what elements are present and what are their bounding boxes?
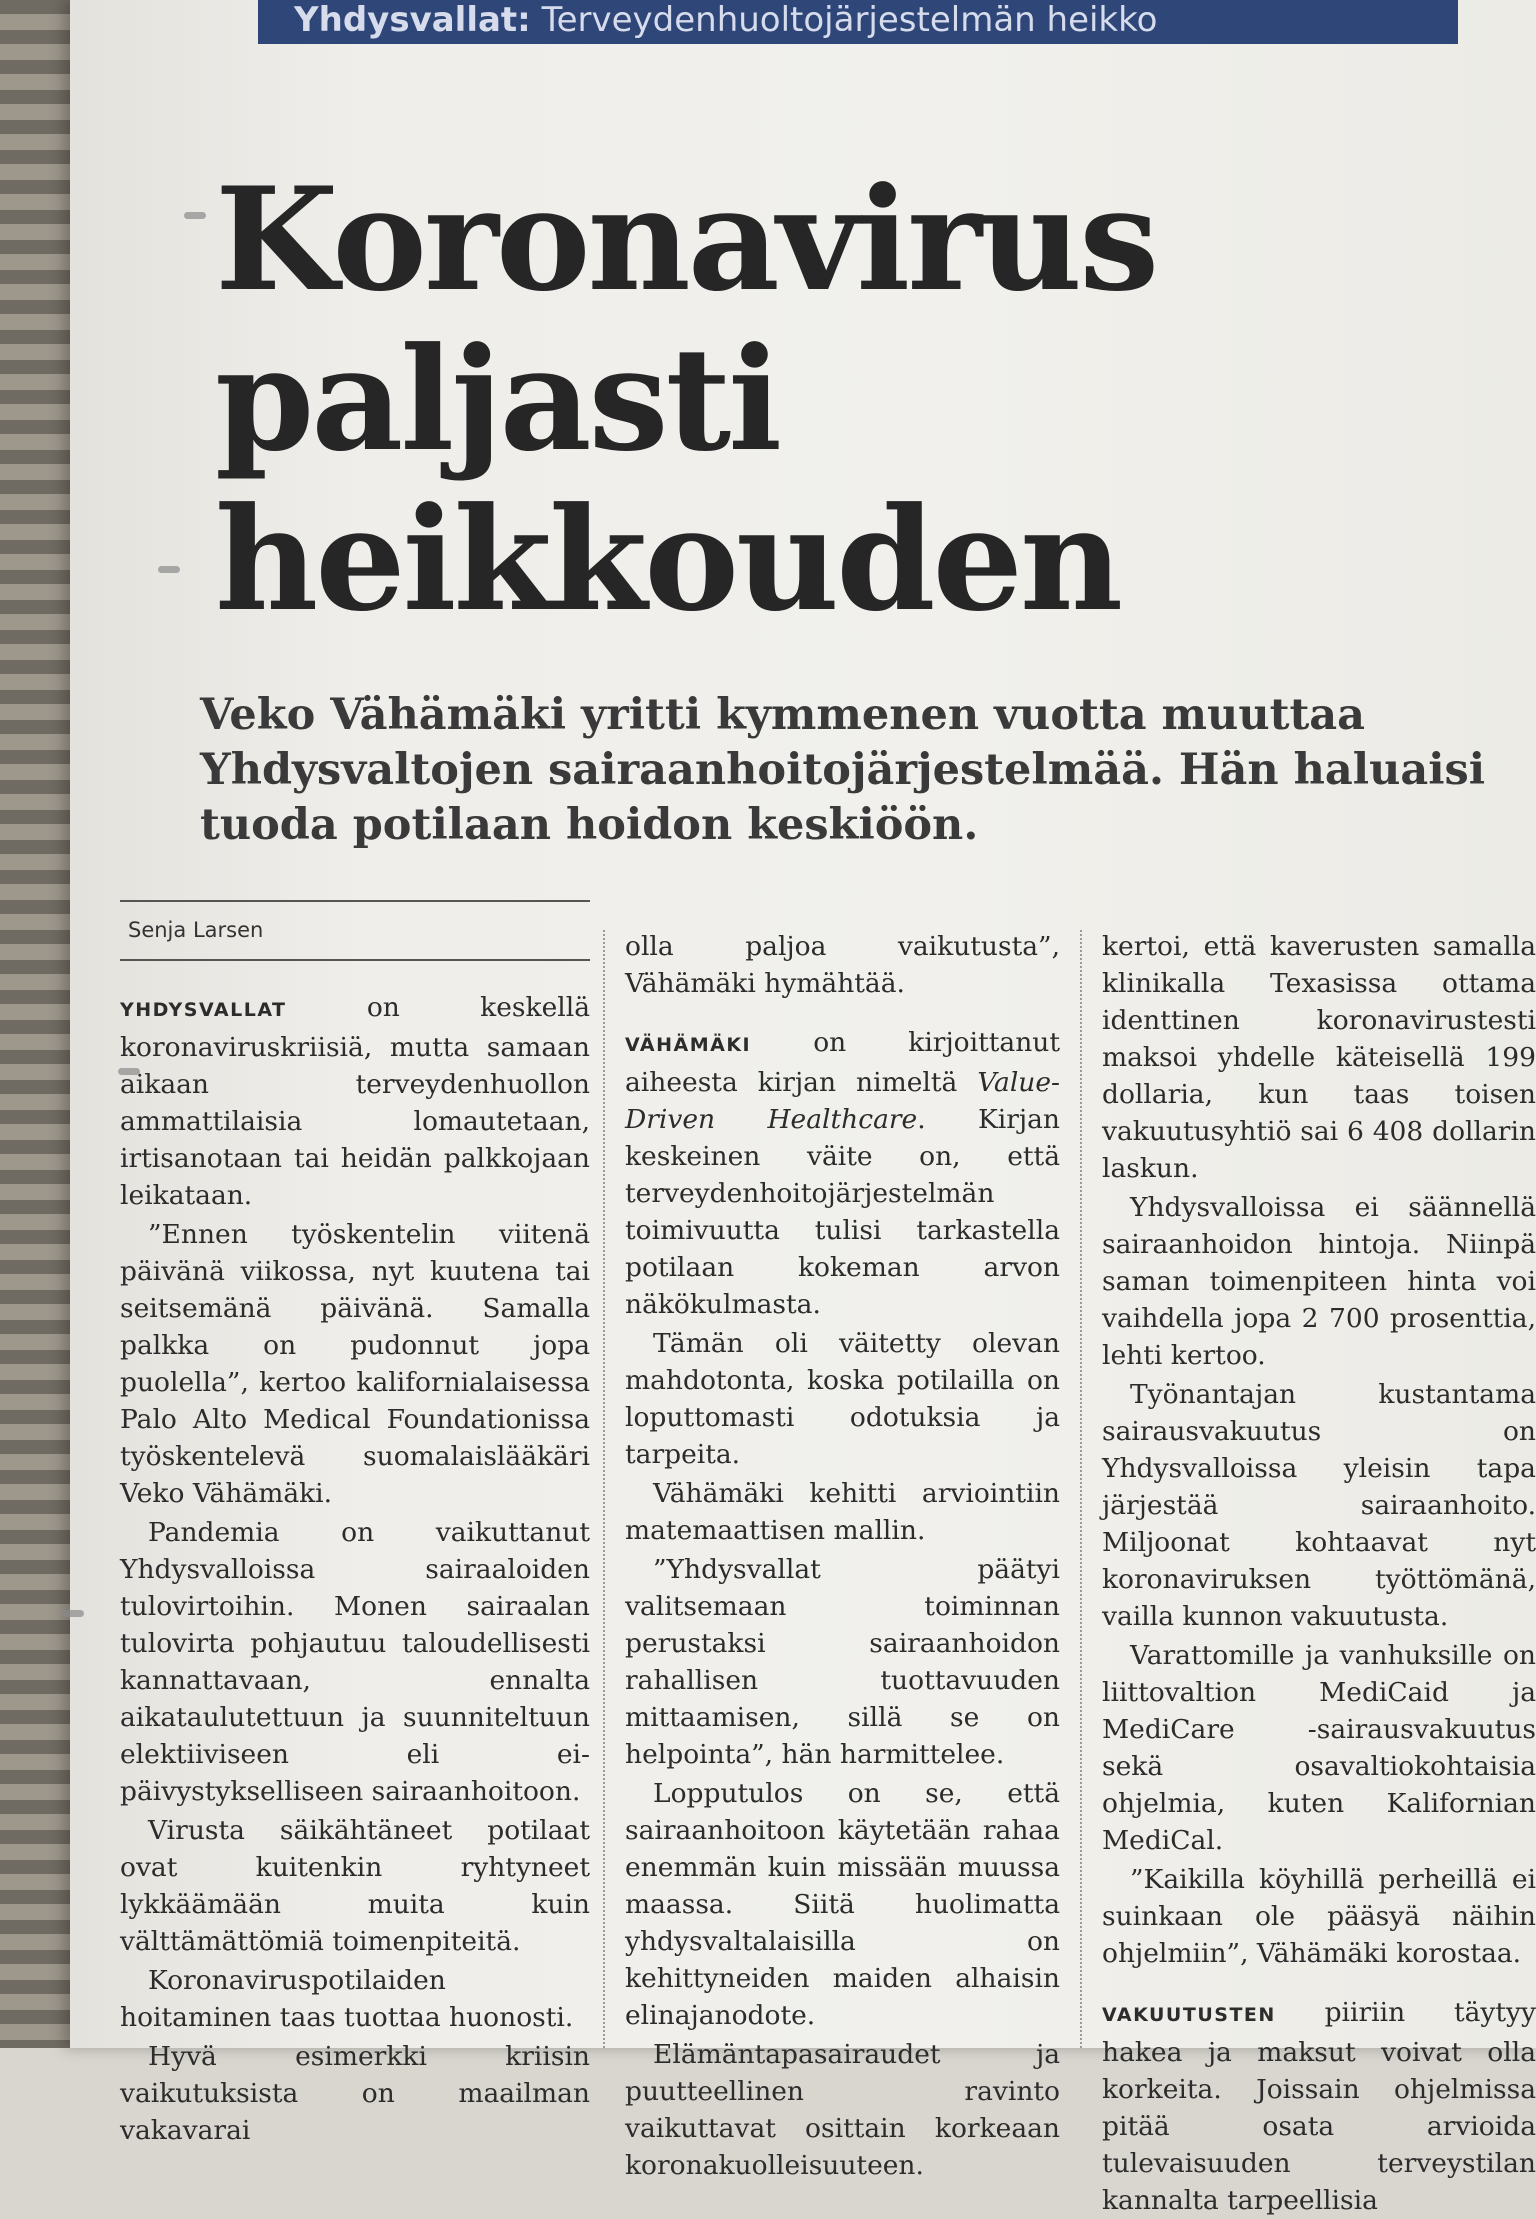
staple-mark [158,566,180,573]
column-divider [1080,930,1082,2048]
byline-box [120,900,590,961]
headline [215,157,1215,643]
book-title: Value-Driven Healthcare [625,1067,1060,1135]
headline-line: paljasti [215,317,780,483]
byline-rule [120,959,590,961]
column-divider [603,930,605,2048]
paragraph [120,989,590,1214]
paragraph-text: . Kirjan keskeinen väite on, että terveydenhoitojärjestelmän toimivuutta tulisi tarkastella potilaan kokeman arvon näkökulmasta. [625,1104,1060,1320]
section-bar [258,0,1458,44]
paragraph: Virusta säikähtäneet potilaat ovat kuitenkin ryhtyneet lykkäämään muita kuin välttämättömiä toimenpiteitä. [120,1815,590,1957]
paragraph: ”Kaikilla köyhillä perheillä ei suinkaan ole pääsyä näihin ohjelmiin”, Vähämäki korostaa. [1102,1864,1536,1969]
section-text: Terveydenhuoltojärjestelmän heikko [541,0,1158,40]
article-column-3 [1102,928,1536,2219]
paragraph: Hyvä esimerkki kriisin vaikutuksista on maailman vakavarai [120,2041,590,2146]
paragraph: ”Yhdysvallat päätyi valitsemaan toiminnan perustaksi sairaanhoidon rahallisen tuottavuuden mittaamisen, sillä se on helpointa”, hän harmittelee. [625,1554,1060,1770]
paragraph: Varattomille ja vanhuksille on liittovaltion MediCaid ja MediCare -sairausvakuutus sekä osavaltiokohtaisia ohjelmia, kuten Kalifornian MediCal. [1102,1640,1536,1856]
paragraph: ”Ennen työskentelin viitenä päivänä viikossa, nyt kuutena tai seitsemänä päivänä. Samalla palkka on pudonnut jopa puolella”, kertoo kalifornialaisessa Palo Alto Medical Foundationissa työskentelevä suomalaislääkäri Veko Vähämäki. [120,1219,590,1509]
paragraph-text: on keskellä koronaviruskriisiä, mutta samaan aikaan terveydenhuollon ammattilaisia lomautetaan, irtisanotaan tai heidän palkkojaan leikataan. [120,992,590,1211]
staple-mark [62,1610,84,1617]
paragraph: kertoi, että kaverusten samalla klinikalla Texasissa ottama identtinen koronavirustesti maksoi yhdelle käteisellä 199 dollaria, kun taas toisen vakuutusyhtiö sai 6 408 dollarin laskun. [1102,931,1536,1184]
byline: Senja Larsen [128,918,264,942]
headline-line: Koronavirus [215,157,1157,323]
paragraph: Pandemia on vaikuttanut Yhdysvalloissa sairaaloiden tulovirtoihin. Monen sairaalan tulovirta pohjautuu taloudellisesti kannattavaan, ennalta aikataulutettuun ja suunniteltuun elektiiviseen eli ei-päivystykselliseen sairaanhoitoon. [120,1517,590,1807]
paragraph-text: on kirjoittanut aiheesta kirjan nimeltä [625,1027,1060,1098]
lead-in-keyword: VAKUUTUSTEN [1102,2004,1276,2026]
article-column-1 [120,900,590,2149]
paragraph: Vähämäki kehitti arviointiin matemaattisen mallin. [625,1478,1060,1546]
section-label: Yhdysvallat: [294,0,531,40]
lead-in-keyword: YHDYSVALLAT [120,999,287,1021]
headline-line: heikkouden [215,477,1121,643]
paragraph: Elämäntapasairaudet ja puutteellinen ravinto vaikuttavat osittain korkeaan koronakuolleisuuteen. [625,2039,1060,2181]
article-column-2 [625,928,1060,2184]
paragraph-text: piiriin täytyy hakea ja maksut voivat olla korkeita. Joissain ohjelmissa pitää osata arvioida tulevaisuuden terveystilan kannalta tarpeellisia [1102,1997,1536,2216]
lead-paragraph: Veko Vähämäki yritti kymmenen vuotta muuttaa Yhdysvaltojen sairaanhoitojärjestelmää. Hän haluaisi tuoda potilaan hoidon keskiöön. [200,690,1486,850]
paragraph: olla paljoa vaikutusta”, Vähämäki hymähtää. [625,931,1060,999]
paragraph: Koronaviruspotilaiden hoitaminen taas tuottaa huonosti. [120,1965,574,2033]
paragraph: Yhdysvalloissa ei säännellä sairaanhoidon hintoja. Niinpä saman toimenpiteen hinta voi vaihdella jopa 2 700 prosenttia, lehti kertoo. [1102,1192,1536,1371]
paragraph: Lopputulos on se, että sairaanhoitoon käytetään rahaa enemmän kuin missään muussa maassa. Siitä huolimatta yhdysvaltalaisilla on kehittyneiden maiden alhaisin elinajanodote. [625,1778,1060,2031]
lead-in-keyword: VÄHÄMÄKI [625,1034,752,1056]
staple-mark [184,212,206,219]
paragraph: Työnantajan kustantama sairausvakuutus on Yhdysvalloissa yleisin tapa järjestää sairaanhoito. Miljoonat kohtaavat nyt koronaviruksen työttömänä, vailla kunnon vakuutusta. [1102,1379,1536,1632]
paragraph: Tämän oli väitetty olevan mahdotonta, koska potilailla on loputtomasti odotuksia ja tarpeita. [625,1328,1060,1470]
paragraph [1102,1994,1536,2219]
paragraph [625,1024,1060,1323]
